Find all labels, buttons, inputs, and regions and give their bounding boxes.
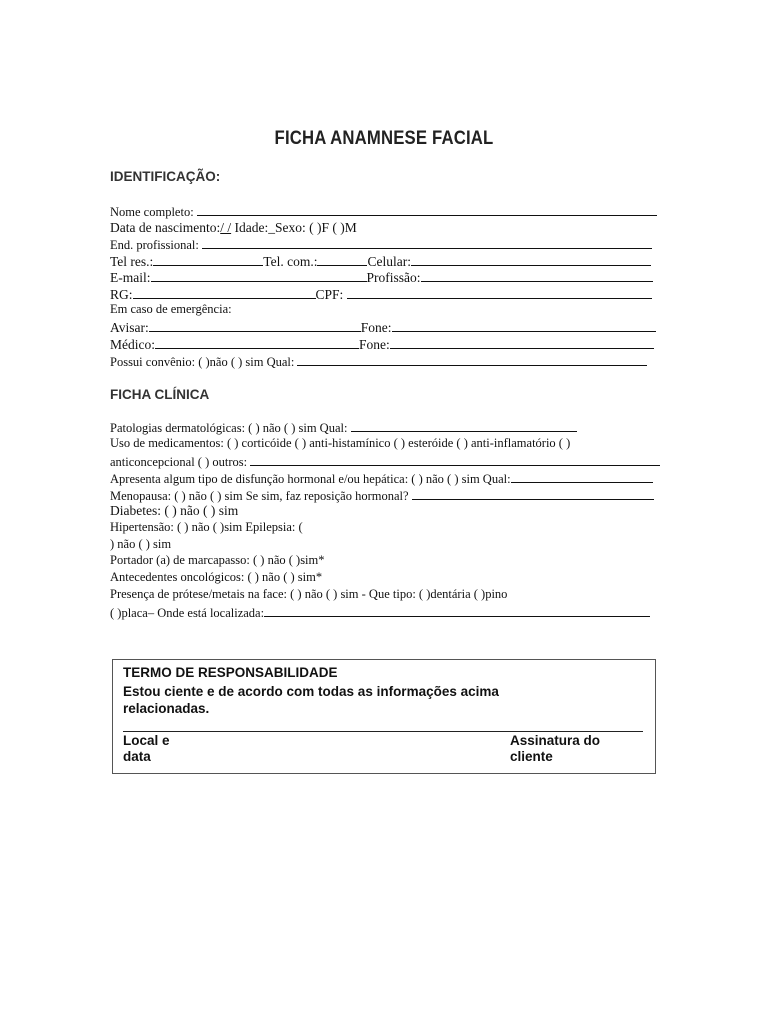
field-disfuncao[interactable] <box>110 471 653 486</box>
page-title: FICHA ANAMNESE FACIAL <box>274 128 494 149</box>
disfuncao-blank[interactable] <box>511 471 653 483</box>
email-blank[interactable] <box>151 270 367 282</box>
nome-blank[interactable] <box>197 204 657 216</box>
menopausa-label: Menopausa: ( ) não ( ) sim Se sim, faz reposição hormonal? <box>110 489 409 503</box>
profissao-blank[interactable] <box>421 270 653 282</box>
field-rg-cpf[interactable] <box>110 287 652 302</box>
field-end-profissional[interactable] <box>110 237 652 252</box>
fone2-blank[interactable] <box>390 337 654 349</box>
tel-res-label: Tel res.: <box>110 254 154 269</box>
cpf-blank[interactable] <box>347 287 652 299</box>
outros-blank[interactable] <box>250 454 660 466</box>
end-profissional-blank[interactable] <box>202 237 652 249</box>
signature-line[interactable] <box>123 731 643 732</box>
field-medico[interactable] <box>110 337 654 352</box>
field-data-nascimento[interactable] <box>110 221 357 235</box>
tel-com-label: Tel. com.: <box>263 254 318 269</box>
protese-options[interactable]: Presença de prótese/metais na face: ( ) não ( ) sim - Que tipo: ( )dentária ( )pino <box>110 587 508 601</box>
medicamentos-options[interactable]: Uso de medicamentos: ( ) corticóide ( ) anti-histamínico ( ) esteróide ( ) anti-inflamatório ( ) <box>110 436 571 450</box>
section-ficha-clinica-heading: FICHA CLÍNICA <box>110 387 210 402</box>
termo-responsabilidade-box <box>112 659 656 774</box>
celular-blank[interactable] <box>411 254 651 266</box>
disfuncao-label: Apresenta algum tipo de disfunção hormonal e/ou hepática: ( ) não ( ) sim Qual: <box>110 472 511 486</box>
field-patologias[interactable] <box>110 420 577 435</box>
field-placa[interactable] <box>110 605 650 620</box>
cpf-label: CPF: <box>315 287 344 302</box>
field-convenio[interactable] <box>110 354 647 369</box>
local-data-label: Local e data <box>123 733 170 764</box>
nome-label: Nome completo: <box>110 205 194 219</box>
fone1-blank[interactable] <box>392 320 656 332</box>
avisar-label: Avisar: <box>110 320 149 335</box>
rg-blank[interactable] <box>133 287 316 299</box>
avisar-blank[interactable] <box>149 320 361 332</box>
termo-text: Estou ciente e de acordo com todas as informações acima relacionadas. <box>123 684 499 716</box>
celular-label: Celular: <box>367 254 411 269</box>
hipertensao-continuation[interactable]: ) não ( ) sim <box>110 537 172 551</box>
rg-label: RG: <box>110 287 133 302</box>
fone1-label: Fone: <box>360 320 392 335</box>
patologias-blank[interactable] <box>351 420 577 432</box>
tel-res-blank[interactable] <box>153 254 263 266</box>
hipertensao-options[interactable]: Hipertensão: ( ) não ( )sim Epilepsia: ( <box>110 520 303 534</box>
medico-blank[interactable] <box>155 337 359 349</box>
section-identificacao-heading: IDENTIFICAÇÃO: <box>110 169 221 184</box>
field-anticoncepcional[interactable] <box>110 454 660 469</box>
menopausa-blank[interactable] <box>412 488 654 500</box>
oncologicos-options[interactable]: Antecedentes oncológicos: ( ) não ( ) sim* <box>110 570 323 584</box>
idade-label: Idade: <box>234 220 269 235</box>
end-profissional-label: End. profissional: <box>110 238 199 252</box>
marcapasso-options[interactable]: Portador (a) de marcapasso: ( ) não ( )sim* <box>110 553 325 567</box>
anticoncepcional-label: anticoncepcional ( ) outros: <box>110 455 248 469</box>
medico-label: Médico: <box>110 337 155 352</box>
patologias-label: Patologias dermatológicas: ( ) não ( ) sim Qual: <box>110 421 348 435</box>
field-menopausa[interactable] <box>110 488 654 503</box>
field-email-profissao[interactable] <box>110 270 653 285</box>
assinatura-label: Assinatura do cliente <box>510 733 601 764</box>
profissao-label: Profissão: <box>366 270 421 285</box>
termo-heading: TERMO DE RESPONSABILIDADE <box>123 665 338 680</box>
field-nome-completo[interactable] <box>110 204 657 219</box>
fone2-label: Fone: <box>359 337 390 352</box>
sexo-options[interactable]: _Sexo: ( )F ( )M <box>268 220 357 235</box>
convenio-blank[interactable] <box>297 354 647 366</box>
tel-com-blank[interactable] <box>317 254 367 266</box>
nascimento-label: Data de nascimento: <box>110 220 221 235</box>
placa-label: ( )placa– Onde está localizada: <box>110 606 265 620</box>
placa-blank[interactable] <box>264 605 650 617</box>
email-label: E-mail: <box>110 270 151 285</box>
field-telefones[interactable] <box>110 254 651 269</box>
diabetes-options[interactable]: Diabetes: ( ) não ( ) sim <box>110 503 239 518</box>
field-avisar[interactable] <box>110 320 656 335</box>
emergencia-label: Em caso de emergência: <box>110 302 232 316</box>
convenio-label: Possui convênio: ( )não ( ) sim Qual: <box>110 355 295 369</box>
nascimento-blank[interactable]: / / <box>220 220 232 235</box>
